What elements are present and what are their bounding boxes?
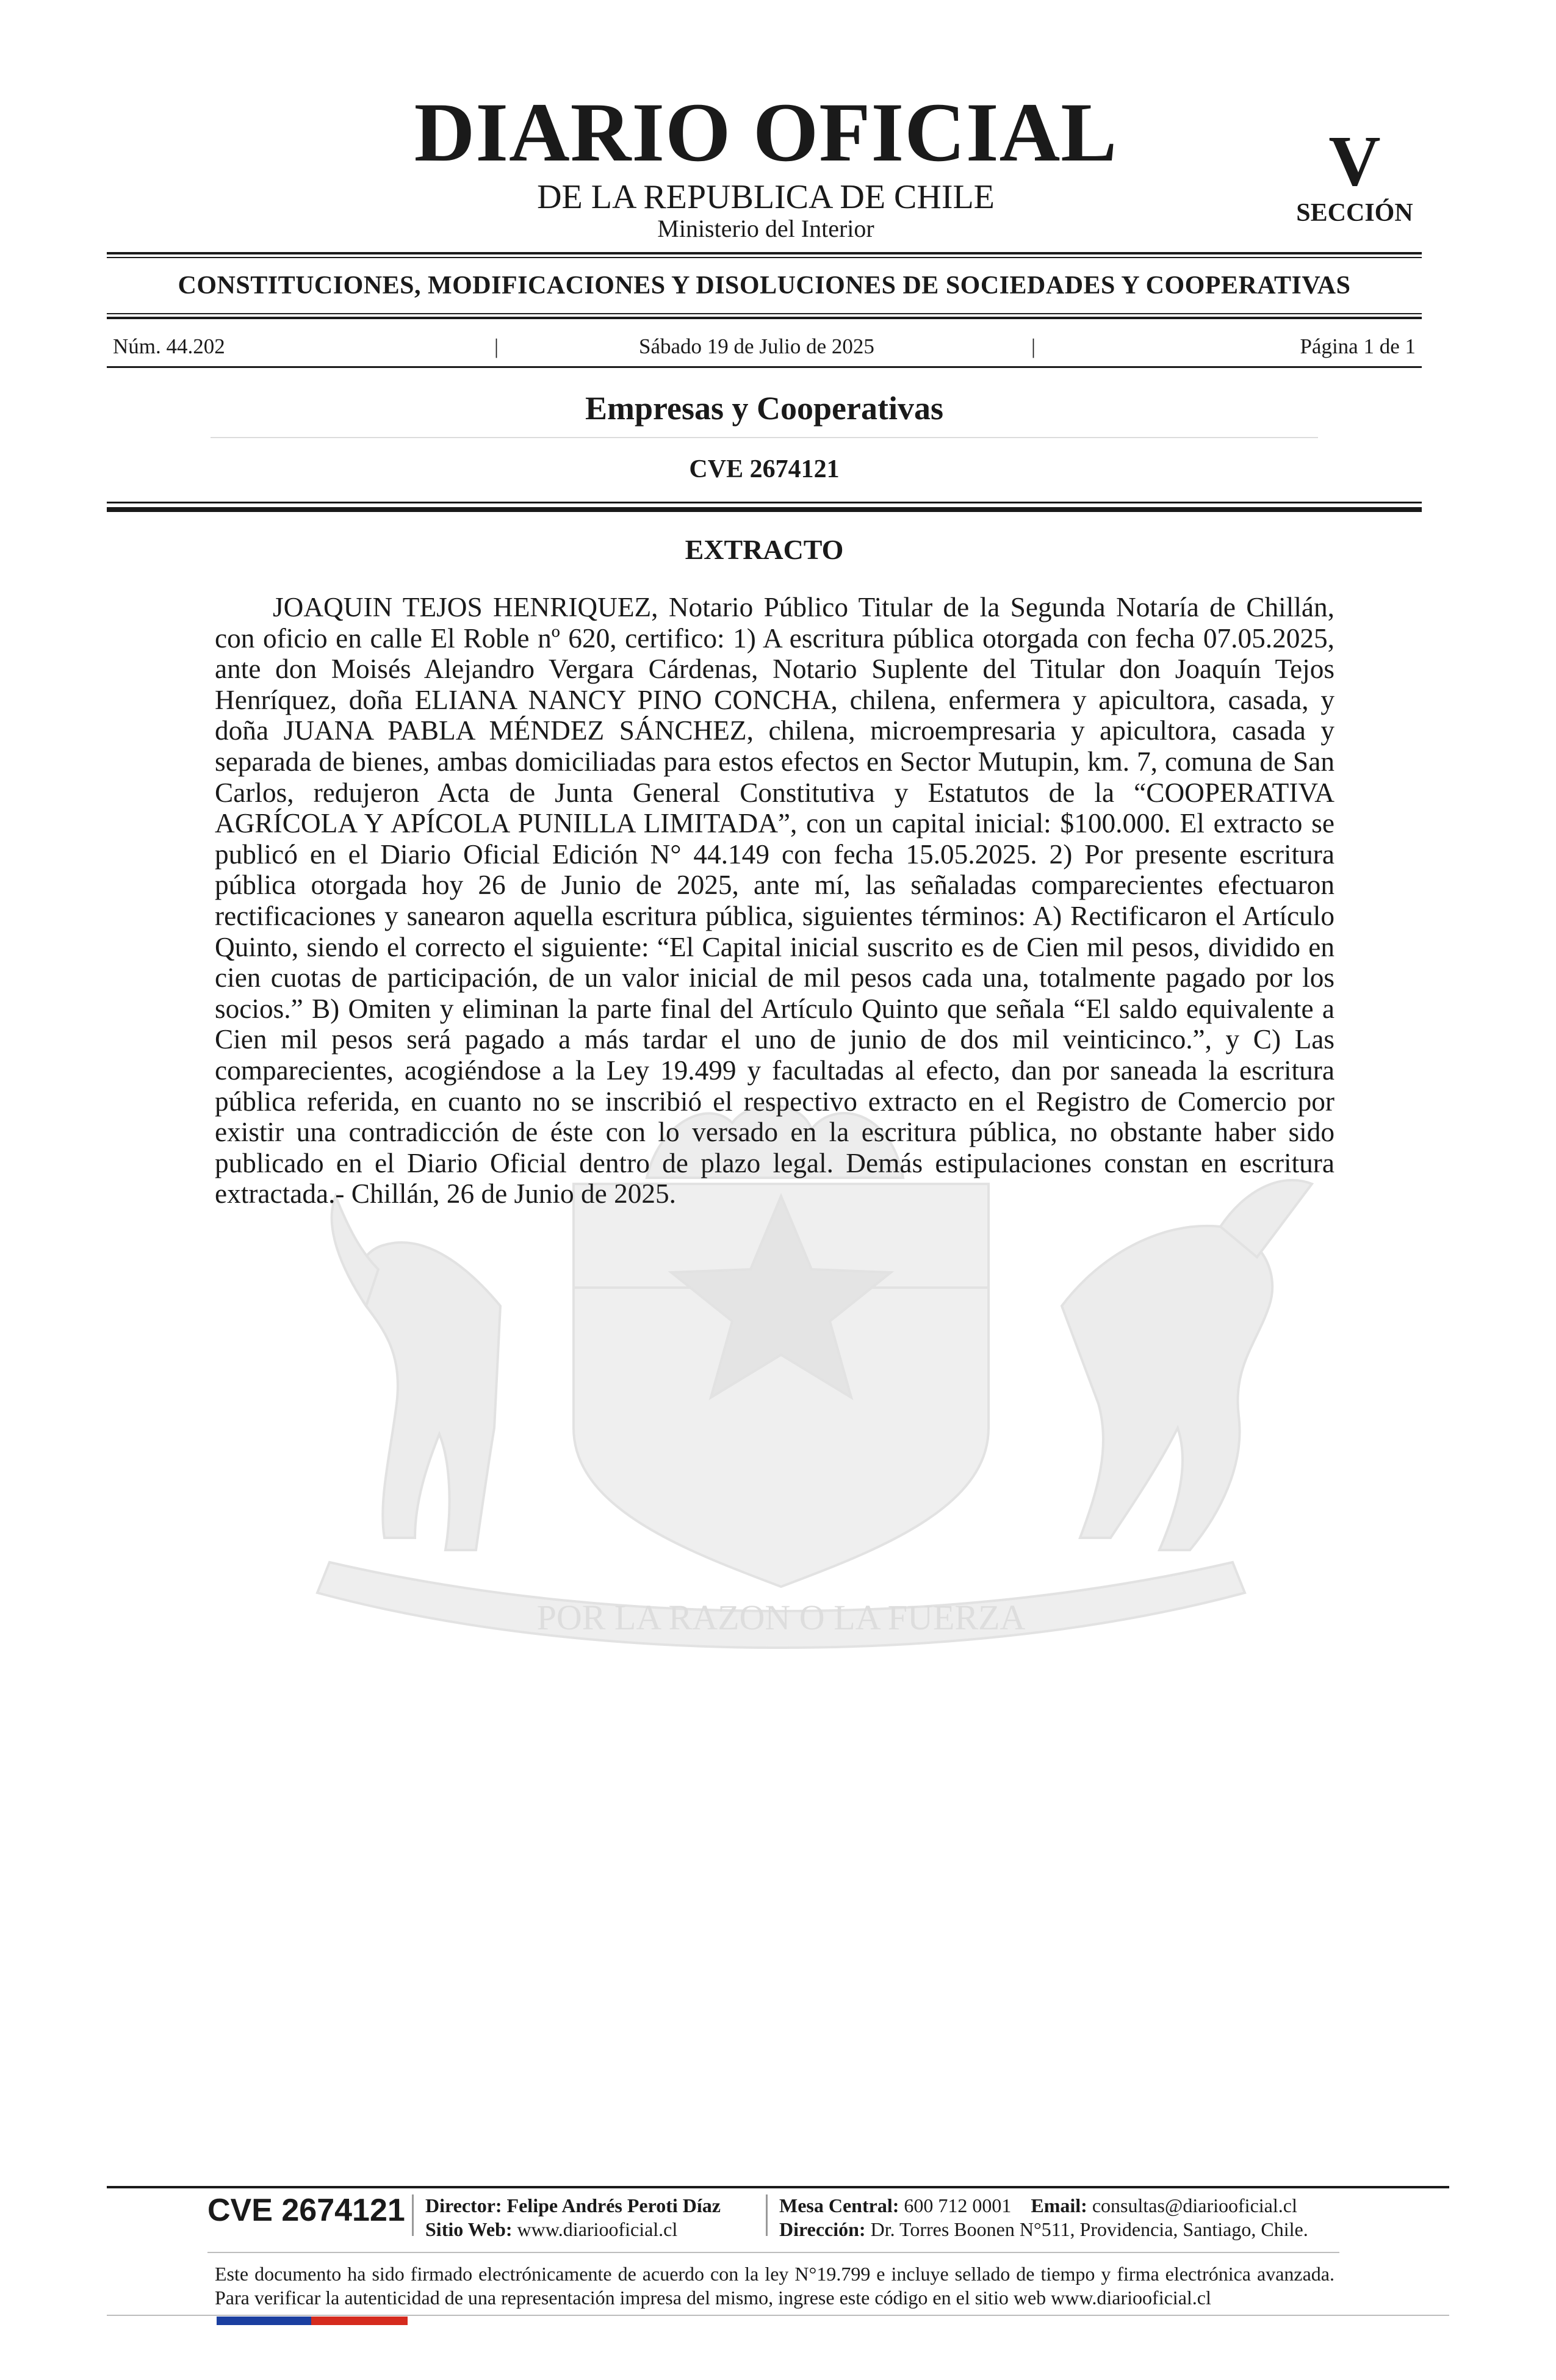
category-heading: CONSTITUCIONES, MODIFICACIONES Y DISOLUCIONES DE SOCIEDADES Y COOPERATIVAS — [178, 272, 1351, 300]
director-label: Director: — [425, 2194, 502, 2216]
footer-cve-code: CVE 2674121 — [207, 2193, 405, 2228]
document-heading: EXTRACTO — [685, 534, 844, 565]
header-rule — [107, 257, 1422, 258]
footer-divider — [207, 2252, 1339, 2253]
section-letter: V — [1328, 121, 1381, 201]
category-rule — [107, 313, 1422, 314]
masthead-title: DIARIO OFICIAL — [414, 85, 1118, 179]
flag-stripe-red — [311, 2317, 408, 2325]
cve-code: CVE 2674121 — [689, 455, 840, 483]
section-title: Empresas y Cooperativas — [585, 390, 943, 427]
page-indicator: Página 1 de 1 — [1300, 334, 1416, 358]
footer-separator — [412, 2194, 414, 2236]
issue-info-row — [113, 334, 1416, 359]
info-separator: | — [494, 334, 499, 358]
footer-bottom-rule — [107, 2315, 1449, 2316]
category-rule — [107, 317, 1422, 319]
issue-number: Núm. 44.202 — [113, 334, 225, 358]
phone-number: 600 712 0001 — [904, 2194, 1012, 2216]
website-link[interactable]: www.diariooficial.cl — [517, 2218, 678, 2240]
director-name: Felipe Andrés Peroti Díaz — [506, 2194, 721, 2216]
email-label: Email: — [1031, 2194, 1087, 2216]
watermark-motto: POR LA RAZON O LA FUERZA — [536, 1598, 1026, 1637]
footer-separator — [766, 2194, 768, 2236]
masthead-ministry: Ministerio del Interior — [657, 215, 874, 242]
content-rule — [107, 507, 1422, 512]
website-label: Sitio Web: — [425, 2218, 513, 2240]
header-rule — [107, 252, 1422, 254]
footer-director — [425, 2196, 721, 2215]
info-rule — [107, 366, 1422, 368]
email-link[interactable]: consultas@diariooficial.cl — [1092, 2194, 1297, 2216]
address-label: Dirección: — [779, 2218, 866, 2240]
footer-website — [425, 2220, 677, 2239]
address-value: Dr. Torres Boonen N°511, Providencia, Santiago, Chile. — [870, 2218, 1308, 2240]
content-rule — [107, 502, 1422, 503]
footer-rule — [107, 2186, 1449, 2188]
document-body: JOAQUIN TEJOS HENRIQUEZ, Notario Público Titular de la Segunda Notaría de Chillán, con oficio en calle El Roble nº 620, certifico: 1) A escritura pública otorgada con fecha 07.05.2025, ante don Moisés Alejandro Vergara Cárdenas, Notario Suplente del Titular don Joaquín Tejos Henríquez, doña ELIANA NANCY PINO CONCHA, chilena, enfermera y apicultora, casada, y doña JUANA PABLA MÉNDEZ SÁNCHEZ, chilena, microempresaria y apicultora, casada y separada de bienes, ambas domiciliadas para estos efectos en Sector Mutupin, km. 7, comuna de San Carlos, redujeron Acta de Junta General Constitutiva y Estatutos de la “COOPERATIVA AGRÍCOLA Y APÍCOLA PUNILLA LIMITADA”, con un capital inicial: $100.000. El extracto se publicó en el Diario Oficial Edición N° 44.149 con fecha 15.05.2025. 2) Por presente escritura pública otorgada hoy 26 de Junio de 2025, ante mí, las señaladas comparecientes efectuaron rectificaciones y sanearon aquella escritura pública, siguientes términos: A) Rectificaron el Artículo Quinto, siendo el correcto el siguiente: “El Capital inicial suscrito es de Cien mil pesos, dividido en cien cuotas de participación, de un valor inicial de mil pesos cada una, totalmente pagado por los socios.” B) Omiten y eliminan la parte final del Artículo Quinto que señala “El saldo equivalente a Cien mil pesos será pagado a más tardar el uno de junio de dos mil veinticinco.”, y C) Las comparecientes, acogiéndose a la Ley 19.499 y facultadas al efecto, dan por saneada la escritura pública referida, en cuanto no se inscribió el respectivo extracto en el Registro de Comercio por existir una contradicción de éste con lo versado en la escritura pública, no obstante haber sido publicado en el Diario Oficial dentro de plazo legal. Demás estipulaciones constan en escritura extractada.- Chillán, 26 de Junio de 2025. — [215, 592, 1334, 1210]
info-separator: | — [1031, 334, 1036, 358]
masthead-subtitle: DE LA REPUBLICA DE CHILE — [537, 178, 995, 216]
section-label: SECCIÓN — [1296, 199, 1413, 227]
phone-label: Mesa Central: — [779, 2194, 899, 2216]
footer-address — [779, 2220, 1308, 2239]
issue-date: Sábado 19 de Julio de 2025 — [639, 334, 874, 358]
footer-notice: Este documento ha sido firmado electrónicamente de acuerdo con la ley N°19.799 e incluye sellado de tiempo y firma electrónica avanzada. Para verificar la autenticidad de una representación impresa del mismo, ingrese este código en el sitio web www.diariooficial.cl — [215, 2263, 1334, 2309]
flag-stripe-blue — [217, 2317, 311, 2325]
footer-contact — [779, 2196, 1297, 2215]
section-divider — [211, 437, 1318, 438]
